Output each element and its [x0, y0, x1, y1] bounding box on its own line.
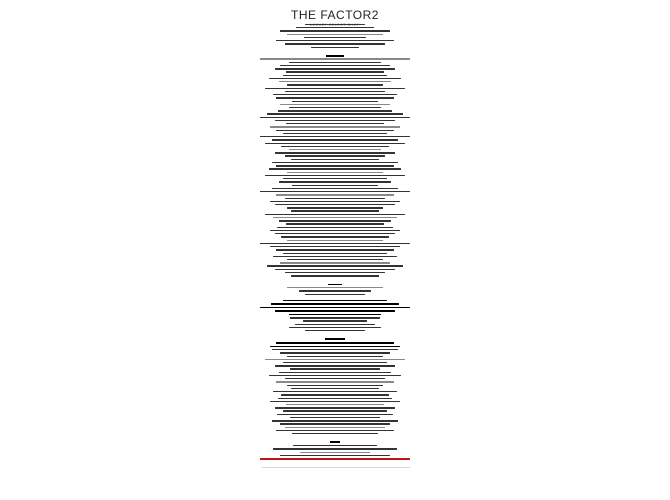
text-line: [265, 88, 405, 89]
text-line: [272, 139, 398, 140]
text-line: [276, 194, 394, 195]
text-line: [276, 430, 394, 431]
text-line: [287, 207, 383, 208]
text-line: [289, 327, 381, 328]
text-line: [276, 130, 394, 131]
text-line: [272, 188, 398, 189]
text-line: [276, 381, 394, 382]
text-line: [272, 162, 398, 163]
divider: [262, 467, 410, 468]
text-line: [286, 123, 384, 124]
text-line: [289, 149, 381, 150]
text-line: [269, 375, 401, 376]
text-line: [265, 175, 405, 176]
text-line: [285, 155, 385, 156]
emphasis-line: [275, 310, 395, 312]
text-line: [285, 198, 385, 199]
text-line: [286, 223, 384, 224]
text-line: [276, 40, 394, 41]
text-line: [289, 107, 381, 108]
text-line: [260, 117, 410, 118]
text-line: [305, 24, 365, 25]
text-line: [275, 407, 395, 408]
text-line: [280, 262, 390, 263]
text-line: [270, 401, 400, 402]
text-line: [287, 287, 383, 288]
emphasis-line: [270, 346, 400, 348]
text-line: [280, 104, 390, 105]
text-line: [303, 320, 367, 321]
section-heading: [326, 55, 344, 57]
text-line: [277, 227, 393, 228]
text-line: [287, 34, 383, 35]
text-line: [281, 394, 389, 395]
text-line: [270, 201, 400, 202]
emphasis-line: [283, 300, 387, 302]
text-line: [279, 81, 391, 82]
section-heading: [328, 284, 342, 286]
text-line: [273, 391, 397, 392]
text-line: [270, 246, 400, 247]
text-line: [283, 410, 387, 411]
text-line: [277, 414, 393, 415]
text-line: [283, 362, 387, 363]
text-line: [281, 146, 389, 147]
text-line: [304, 37, 366, 38]
emphasis-line: [276, 342, 394, 344]
text-line: [265, 214, 405, 215]
text-line: [285, 378, 385, 379]
text-line: [260, 243, 410, 244]
text-line: [280, 30, 390, 31]
section-heading: [325, 338, 345, 340]
text-line: [283, 178, 387, 179]
text-line: [280, 455, 390, 456]
text-line: [281, 236, 389, 237]
text-line: [260, 191, 410, 192]
text-line: [270, 230, 400, 231]
emphasis-line: [260, 307, 410, 309]
text-line: [273, 256, 397, 257]
text-line: [291, 210, 379, 211]
text-line: [269, 168, 401, 169]
text-line: [283, 253, 387, 254]
text-line: [290, 417, 380, 418]
emphasis-line: [289, 314, 381, 316]
text-line: [293, 445, 377, 446]
text-line: [280, 352, 390, 353]
text-line: [272, 349, 398, 350]
text-line: [290, 317, 380, 318]
text-line: [280, 423, 390, 424]
emphasis-line: [271, 303, 399, 305]
text-line: [289, 62, 381, 63]
text-line: [290, 368, 380, 369]
text-line: [295, 324, 375, 325]
text-line: [273, 448, 397, 449]
text-line: [267, 265, 403, 266]
text-line: [275, 204, 395, 205]
text-line: [287, 385, 383, 386]
text-line: [287, 259, 383, 260]
text-line: [265, 143, 405, 144]
text-line: [283, 75, 387, 76]
text-line: [285, 91, 385, 92]
text-line: [276, 97, 394, 98]
text-line: [300, 452, 370, 453]
text-line: [286, 404, 384, 405]
text-line: [273, 217, 397, 218]
text-line: [275, 233, 395, 234]
text-line: [287, 172, 383, 173]
text-line: [275, 365, 395, 366]
text-line: [270, 126, 400, 127]
text-line: [267, 113, 403, 114]
notice-body: [250, 22, 420, 460]
text-line: [283, 133, 387, 134]
text-line: [292, 185, 378, 186]
text-line: [276, 165, 394, 166]
text-line: [275, 152, 395, 153]
section-heading: [330, 441, 340, 443]
text-line: [287, 84, 383, 85]
text-line: [291, 388, 379, 389]
text-line: [279, 372, 391, 373]
warning-line: [260, 458, 410, 460]
text-line: [285, 43, 385, 44]
text-line: [280, 65, 390, 66]
text-line: [276, 249, 394, 250]
text-line: [273, 94, 397, 95]
text-line: [285, 272, 385, 273]
text-line: [275, 68, 395, 69]
text-line: [291, 159, 379, 160]
text-line: [275, 269, 395, 270]
text-line: [292, 101, 378, 102]
text-line: [299, 290, 371, 291]
text-line: [287, 240, 383, 241]
text-line: [260, 58, 410, 59]
brand-logo: THE FACTOR2: [291, 8, 379, 22]
text-line: [296, 27, 374, 28]
text-line: [279, 181, 391, 182]
text-line: [265, 359, 405, 360]
text-line: [279, 220, 391, 221]
text-line: [278, 398, 392, 399]
text-line: [272, 420, 398, 421]
text-line: [287, 356, 383, 357]
text-line: [275, 120, 395, 121]
text-line: [260, 136, 410, 137]
text-line: [285, 427, 385, 428]
text-line: [278, 110, 392, 111]
text-line: [286, 71, 384, 72]
text-line: [269, 78, 401, 79]
